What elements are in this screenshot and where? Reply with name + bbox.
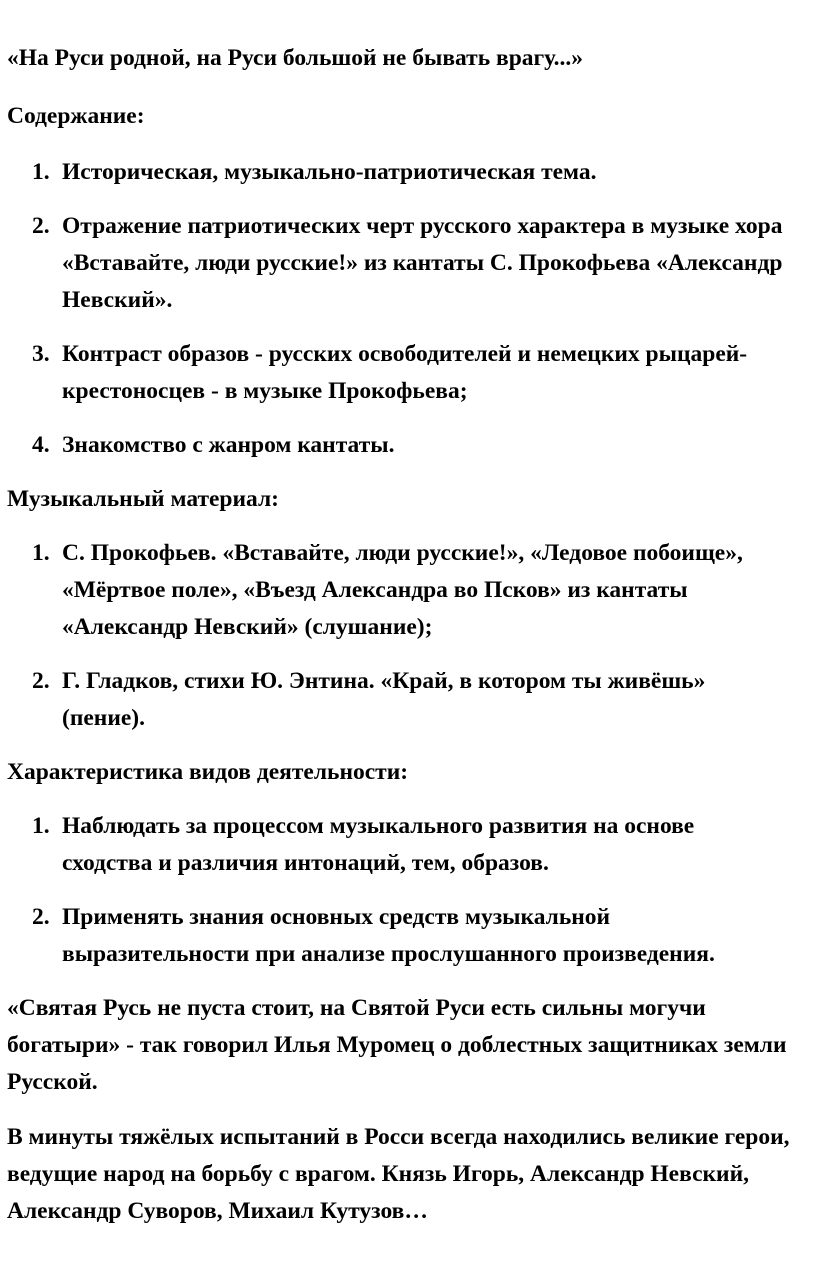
list-item-text: Отражение патриотических черт русского характера в музыке хора «Вставайте, люди русские!» из кантаты С. Прокофьева «Александр Невский».	[62, 213, 783, 313]
list-number: 2.	[32, 904, 50, 930]
list-item	[0, 535, 816, 646]
list-number: 2.	[32, 213, 50, 239]
activity-heading: Характеристика видов деятельности:	[7, 759, 409, 785]
list-number: 2.	[32, 668, 50, 694]
list-item-text: Контраст образов - русских освободителей и немецких рыцарей-крестоносцев - в музыке Прокофьева;	[62, 341, 748, 404]
material-heading: Музыкальный материал:	[7, 486, 280, 512]
list-item-text: Г. Гладков, стихи Ю. Энтина. «Край, в котором ты живёшь» (пение).	[62, 668, 706, 731]
list-number: 1.	[32, 159, 50, 185]
list-item-text: С. Прокофьев. «Вставайте, люди русские!», «Ледовое побоище», «Мёртвое поле», «Въезд Александра во Псков» из кантаты «Александр Невский» (слушание);	[62, 540, 743, 640]
list-number: 1.	[32, 813, 50, 839]
list-item	[0, 899, 816, 973]
list-item-text: Историческая, музыкально-патриотическая тема.	[62, 159, 597, 185]
activity-list	[0, 808, 816, 973]
list-item	[0, 154, 816, 191]
quote-paragraph: «Святая Русь не пуста стоит, на Святой Руси есть сильны могучи богатыри» - так говорил Илья Муромец о доблестных защитниках земли Русской.	[7, 995, 787, 1095]
list-item-text: Наблюдать за процессом музыкального развития на основе сходства и различия интонаций, тем, образов.	[62, 813, 695, 876]
content-list	[0, 154, 816, 464]
list-item	[0, 427, 816, 464]
list-number: 4.	[32, 432, 50, 458]
list-number: 3.	[32, 341, 50, 367]
list-item	[0, 808, 816, 882]
list-number: 1.	[32, 540, 50, 566]
list-item	[0, 663, 816, 737]
content-heading: Содержание:	[7, 103, 145, 129]
final-paragraph: В минуты тяжёлых испытаний в Росси всегда находились великие герои, ведущие народ на борьбу с врагом. Князь Игорь, Александр Невский, Александр Суворов, Михаил Кутузов…	[7, 1124, 790, 1224]
material-list	[0, 535, 816, 737]
list-item	[0, 208, 816, 319]
list-item-text: Применять знания основных средств музыкальной выразительности при анализе прослушанного произведения.	[62, 904, 715, 967]
document-title: «На Руси родной, на Руси большой не бывать врагу...»	[7, 45, 583, 71]
list-item	[0, 336, 816, 410]
list-item-text: Знакомство с жанром кантаты.	[62, 432, 395, 458]
